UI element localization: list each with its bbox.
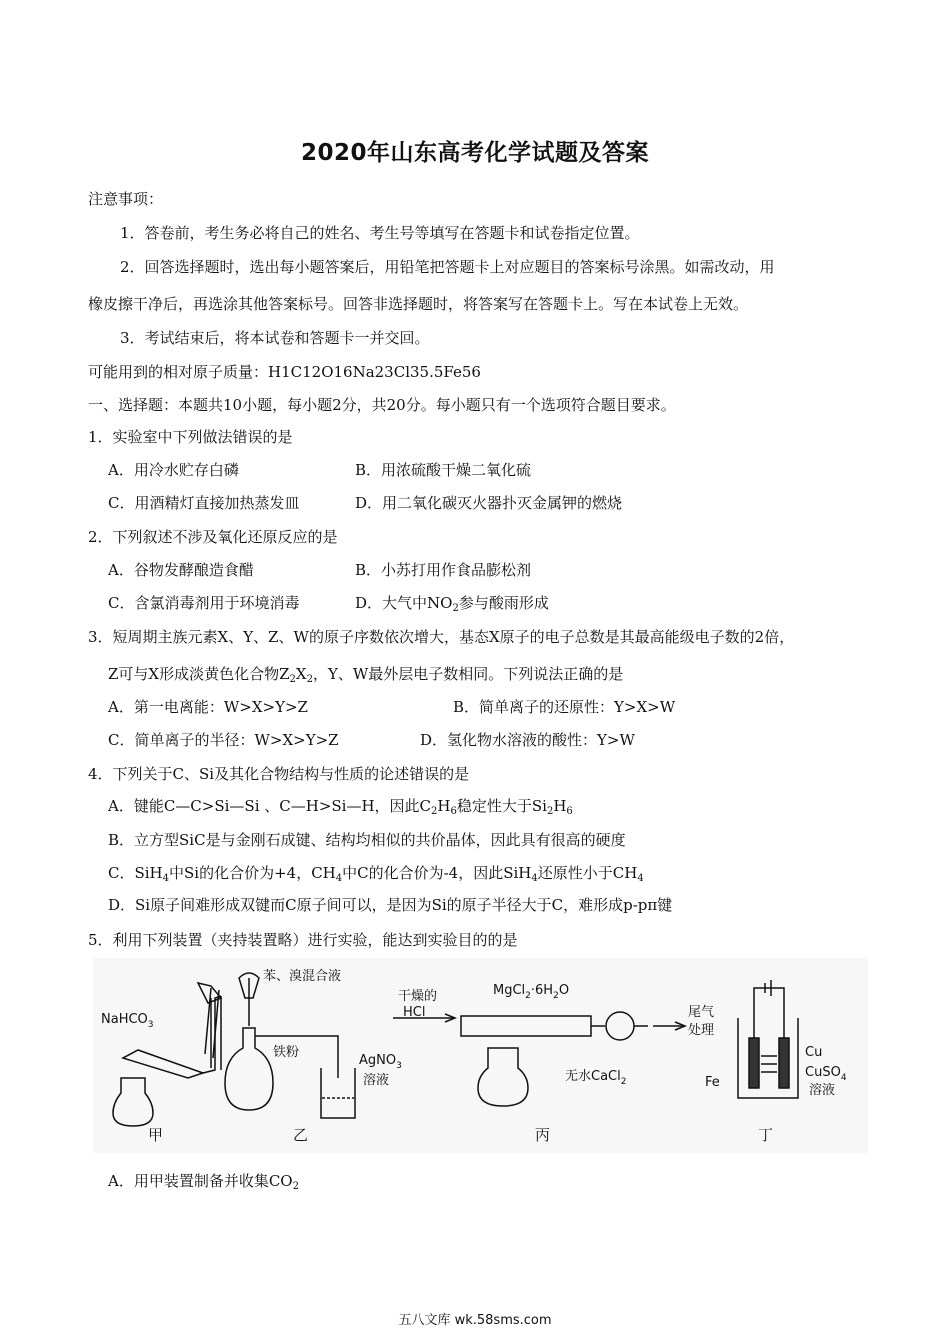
- q4-option-a: A．键能C—C>Si—Si 、C—H>Si—H，因此$C_2H_6$稳定性大于$Si_2H_6$: [108, 797, 573, 817]
- q2-option-c: C．含氯消毒剂用于环境消毒: [108, 594, 300, 612]
- q4-option-c: C．SiH$_4$中Si的化合价为+4，$CH_4$中C的化合价为-4，因此SiH$_4$还原性小于$CH_4$: [108, 864, 644, 884]
- q2-option-b: B．小苏打用作食品膨松剂: [355, 561, 532, 579]
- notice-item-2b: 橡皮擦干净后，再选涂其他答案标号。回答非选择题时，将答案写在答题卡上。写在本试卷上无效。: [88, 295, 749, 313]
- q4-stem: 4．下列关于C、Si及其化合物结构与性质的论述错误的是: [88, 765, 470, 783]
- q1-option-c: C．用酒精灯直接加热蒸发皿: [108, 494, 300, 512]
- q2-stem: 2．下列叙述不涉及氧化还原反应的是: [88, 528, 338, 546]
- yi-powder-label: 铁粉: [273, 1045, 300, 1060]
- notice-heading: 注意事项：: [88, 190, 164, 208]
- bing-gas-label-2: HCl: [403, 1005, 426, 1020]
- bing-gas-label-1: 干燥的: [398, 989, 438, 1004]
- ding-cu-label: Cu: [805, 1045, 823, 1060]
- q2-option-a: A．谷物发酵酿造食醋: [108, 561, 254, 579]
- yi-solution-label-1: AgNO$_3$: [359, 1053, 402, 1071]
- caption-ding: 丁: [758, 1126, 774, 1144]
- notice-item-2a: 2．回答选择题时，选出每小题答案后，用铅笔把答题卡上对应题目的答案标号涂黑。如需改动，用: [120, 258, 775, 276]
- q2-option-d: D．大气中$NO_2$参与酸雨形成: [355, 594, 549, 614]
- ding-fe-label: Fe: [705, 1075, 720, 1090]
- ding-solution-label-1: CuSO$_4$: [805, 1065, 847, 1083]
- caption-bing: 丙: [535, 1126, 551, 1144]
- q3-option-d: D．氢化物水溶液的酸性：Y>W: [420, 731, 635, 749]
- q1-option-a: A．用冷水贮存白磷: [108, 461, 239, 479]
- bing-reagent-label: $MgCl_2\cdot 6H_2O$: [493, 983, 570, 1001]
- q3-stem-line-1: 3．短周期主族元素X、Y、Z、W的原子序数依次增大，基态X原子的电子总数是其最高能级电子数的2倍，: [88, 628, 795, 646]
- q3-stem-line-2: Z可与X形成淡黄色化合物$Z_2X_2$，Y、W最外层电子数相同。下列说法正确的是: [108, 665, 624, 685]
- q4-option-b: B．立方型SiC是与金刚石成键、结构均相似的共价晶体，因此具有很高的硬度: [108, 831, 626, 849]
- q1-option-b: B．用浓硫酸干燥二氧化硫: [355, 461, 532, 479]
- q1-option-d: D．用二氧化碳灭火器扑灭金属钾的燃烧: [355, 494, 623, 512]
- page-title: 2020年山东高考化学试题及答案: [300, 140, 649, 166]
- notice-item-3: 3．考试结束后，将本试卷和答题卡一并交回。: [120, 329, 430, 347]
- yi-solution-label-2: 溶液: [363, 1073, 390, 1088]
- q3-option-c: C．简单离子的半径：W>X>Y>Z: [108, 731, 339, 749]
- footer-watermark[interactable]: 五八文库 wk.58sms.com: [398, 1313, 552, 1328]
- caption-yi: 乙: [293, 1126, 309, 1144]
- q3-option-a: A．第一电离能：W>X>Y>Z: [108, 698, 308, 716]
- atomic-masses: 可能用到的相对原子质量：H1C12O16Na23Cl35.5Fe56: [88, 363, 481, 381]
- bing-tail-label-1: 尾气: [688, 1005, 715, 1020]
- section-1-heading: 一、选择题：本题共10小题，每小题2分，共20分。每小题只有一个选项符合题目要求。: [88, 396, 676, 414]
- caption-jia: 甲: [148, 1126, 164, 1144]
- notice-item-1: 1．答卷前，考生务必将自己的姓名、考生号等填写在答题卡和试卷指定位置。: [120, 224, 640, 242]
- apparatus-figure: [93, 958, 868, 1153]
- yi-top-label: 苯、溴混合液: [263, 969, 342, 984]
- q3-option-b: B．简单离子的还原性：Y>X>W: [453, 698, 676, 716]
- bing-dryer-label: 无水CaCl$_2$: [565, 1069, 627, 1087]
- q5-stem: 5．利用下列装置（夹持装置略）进行实验，能达到实验目的的是: [88, 931, 518, 949]
- q4-option-d: D．Si原子间难形成双键而C原子间可以，是因为Si的原子半径大于C，难形成p-pπ键: [108, 896, 673, 914]
- ding-solution-label-2: 溶液: [809, 1083, 836, 1098]
- q5-option-a: A．用甲装置制备并收集$CO_2$: [108, 1172, 299, 1192]
- bing-tail-label-2: 处理: [688, 1023, 715, 1038]
- q1-stem: 1．实验室中下列做法错误的是: [88, 428, 293, 446]
- jia-reagent-label: NaHCO$_3$: [101, 1012, 154, 1030]
